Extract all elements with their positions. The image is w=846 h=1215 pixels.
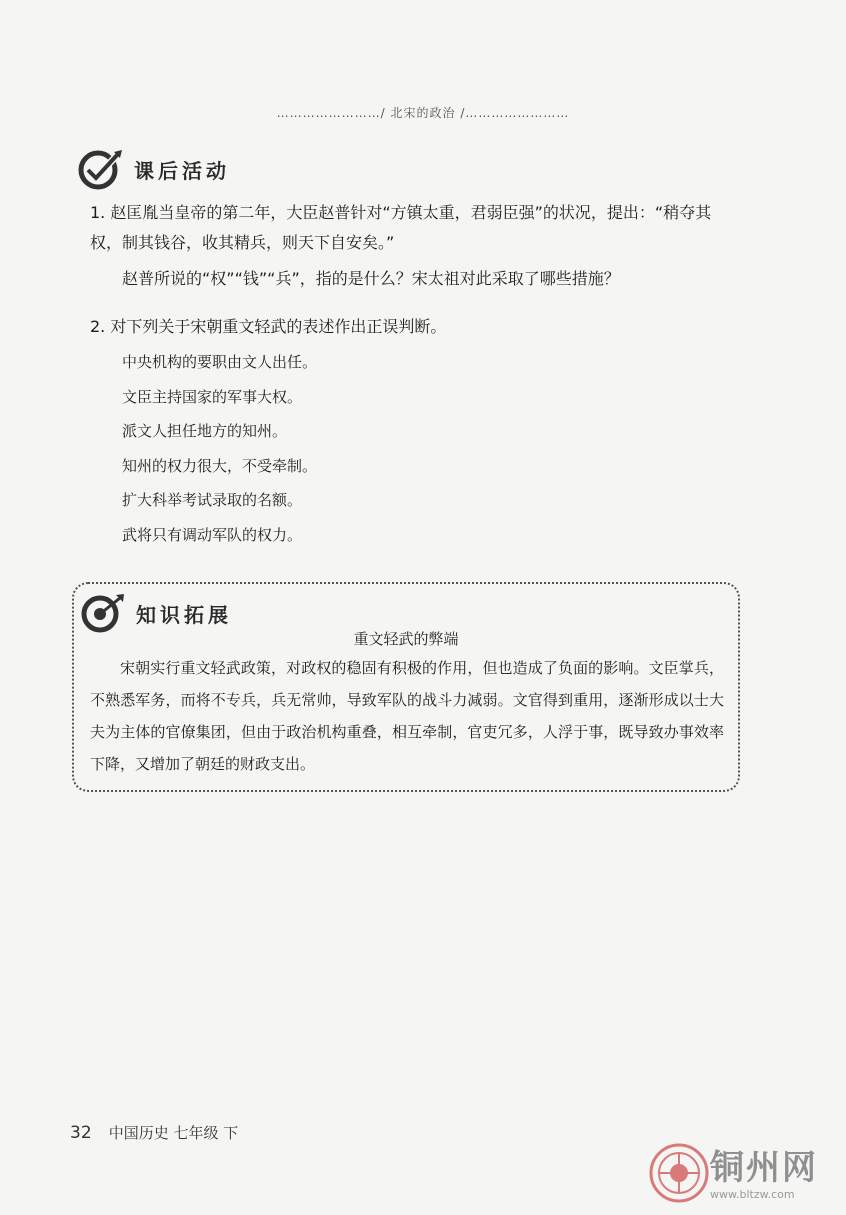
statement-item: 扩大科举考试录取的名额。 bbox=[122, 491, 303, 510]
statement-item: 武将只有调动军队的权力。 bbox=[122, 525, 303, 544]
book-title: 中国历史 七年级 下 bbox=[108, 1124, 239, 1142]
watermark-url: www.bltzw.com bbox=[710, 1188, 795, 1201]
statement-item: 派文人担任地方的知州。 bbox=[122, 422, 288, 441]
watermark-name: 铜州网 bbox=[710, 1148, 818, 1188]
statement-item: 知州的权力很大，不受牵制。 bbox=[122, 456, 318, 475]
statement-item: 文臣主持国家的军事大权。 bbox=[122, 387, 303, 406]
question-2-text: 2. 对下列关于宋朝重文轻武的表述作出正误判断。 bbox=[90, 317, 447, 336]
extension-subtitle: 重文轻武的弊端 bbox=[353, 630, 459, 648]
question-1-text: 1. 赵匡胤当皇帝的第二年，大臣赵普针对“方镇太重，君弱臣强”的状况，提出：“稍夺其权，制其钱谷，收其精兵，则天下自安矣。” bbox=[90, 203, 712, 252]
statement-list bbox=[122, 345, 317, 553]
page-number: 32 bbox=[70, 1123, 92, 1143]
extension-body: 宋朝实行重文轻武政策，对政权的稳固有积极的作用，但也造成了负面的影响。文臣掌兵，不熟悉军务，而将不专兵，兵无常帅，导致军队的战斗力减弱。文官得到重用，逐渐形成以士大夫为主体的官僚集团，但由于政治机构重叠，相互牵制，官吏冗多，人浮于事，既导致办事效率下降，又增加了朝廷的财政支出。 bbox=[90, 659, 724, 773]
statement-item: 中央机构的要职由文人出任。 bbox=[122, 353, 318, 371]
site-watermark bbox=[648, 1140, 838, 1212]
activities-heading bbox=[78, 148, 230, 190]
activities-title: 课后活动 bbox=[134, 158, 230, 183]
pen-check-icon bbox=[78, 148, 126, 190]
running-header: ……………………/ 北宋的政治 /…………………… bbox=[276, 106, 570, 120]
extension-title: 知识拓展 bbox=[136, 602, 232, 627]
question-1 bbox=[90, 198, 730, 294]
seal-icon bbox=[648, 1142, 710, 1204]
page-footer bbox=[70, 1122, 238, 1143]
question-1-prompt: 赵普所说的“权”“钱”“兵”，指的是什么？宋太祖对此采取了哪些措施？ bbox=[122, 269, 620, 288]
